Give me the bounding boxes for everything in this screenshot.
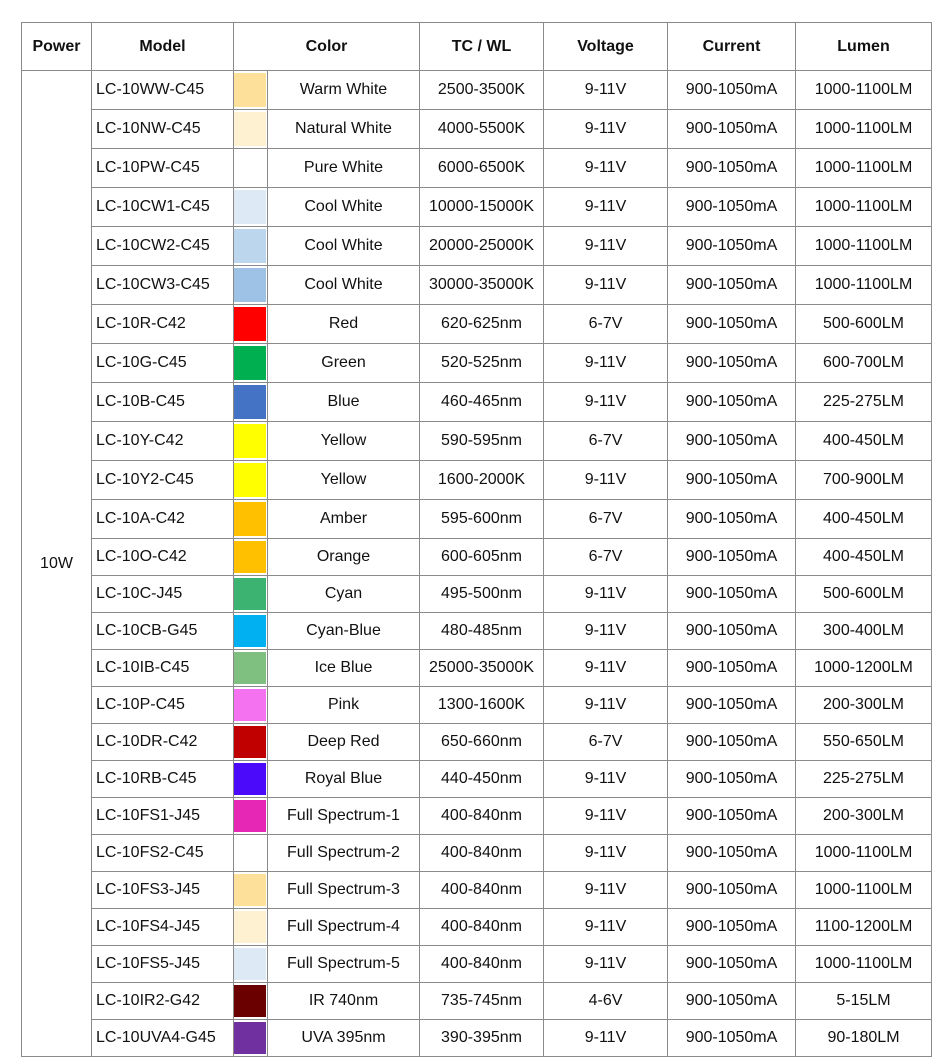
current-cell: 900-1050mA xyxy=(668,227,796,266)
color-swatch xyxy=(234,385,266,419)
model-cell: LC-10DR-C42 xyxy=(92,724,234,761)
table-row xyxy=(22,798,932,835)
tc-wl-cell: 4000-5500K xyxy=(420,110,544,149)
table-row xyxy=(22,422,932,461)
color-swatch-cell xyxy=(234,227,268,266)
lumen-cell: 1000-1200LM xyxy=(796,650,932,687)
voltage-cell: 9-11V xyxy=(544,149,668,188)
table-row xyxy=(22,613,932,650)
color-swatch-cell xyxy=(234,461,268,500)
table-row xyxy=(22,500,932,539)
color-swatch-cell xyxy=(234,1020,268,1057)
color-name-cell: Orange xyxy=(268,539,420,576)
table-row xyxy=(22,724,932,761)
table-row xyxy=(22,687,932,724)
tc-wl-cell: 735-745nm xyxy=(420,983,544,1020)
current-cell: 900-1050mA xyxy=(668,576,796,613)
color-swatch-cell xyxy=(234,835,268,872)
tc-wl-cell: 10000-15000K xyxy=(420,188,544,227)
model-cell: LC-10P-C45 xyxy=(92,687,234,724)
current-cell: 900-1050mA xyxy=(668,613,796,650)
voltage-cell: 6-7V xyxy=(544,539,668,576)
lumen-cell: 1000-1100LM xyxy=(796,188,932,227)
header-voltage: Voltage xyxy=(544,23,668,71)
tc-wl-cell: 520-525nm xyxy=(420,344,544,383)
model-cell: LC-10Y2-C45 xyxy=(92,461,234,500)
tc-wl-cell: 1600-2000K xyxy=(420,461,544,500)
model-cell: LC-10Y-C42 xyxy=(92,422,234,461)
voltage-cell: 9-11V xyxy=(544,344,668,383)
lumen-cell: 1000-1100LM xyxy=(796,71,932,110)
table-row xyxy=(22,539,932,576)
model-cell: LC-10IB-C45 xyxy=(92,650,234,687)
current-cell: 900-1050mA xyxy=(668,946,796,983)
lumen-cell: 1000-1100LM xyxy=(796,110,932,149)
table-row xyxy=(22,761,932,798)
model-cell: LC-10FS4-J45 xyxy=(92,909,234,946)
lumen-cell: 200-300LM xyxy=(796,687,932,724)
color-name-cell: Cyan xyxy=(268,576,420,613)
voltage-cell: 9-11V xyxy=(544,383,668,422)
color-swatch xyxy=(234,151,266,185)
lumen-cell: 300-400LM xyxy=(796,613,932,650)
voltage-cell: 9-11V xyxy=(544,110,668,149)
voltage-cell: 9-11V xyxy=(544,461,668,500)
tc-wl-cell: 30000-35000K xyxy=(420,266,544,305)
lumen-cell: 600-700LM xyxy=(796,344,932,383)
current-cell: 900-1050mA xyxy=(668,110,796,149)
lumen-cell: 550-650LM xyxy=(796,724,932,761)
voltage-cell: 9-11V xyxy=(544,650,668,687)
lumen-cell: 1100-1200LM xyxy=(796,909,932,946)
table-row xyxy=(22,110,932,149)
color-name-cell: Natural White xyxy=(268,110,420,149)
color-name-cell: Red xyxy=(268,305,420,344)
color-name-cell: Pure White xyxy=(268,149,420,188)
current-cell: 900-1050mA xyxy=(668,650,796,687)
tc-wl-cell: 6000-6500K xyxy=(420,149,544,188)
current-cell: 900-1050mA xyxy=(668,798,796,835)
model-cell: LC-10CW1-C45 xyxy=(92,188,234,227)
table-row xyxy=(22,149,932,188)
model-cell: LC-10FS5-J45 xyxy=(92,946,234,983)
table-row xyxy=(22,946,932,983)
tc-wl-cell: 590-595nm xyxy=(420,422,544,461)
current-cell: 900-1050mA xyxy=(668,266,796,305)
color-swatch xyxy=(234,652,266,684)
tc-wl-cell: 25000-35000K xyxy=(420,650,544,687)
model-cell: LC-10FS3-J45 xyxy=(92,872,234,909)
model-cell: LC-10CB-G45 xyxy=(92,613,234,650)
table-row xyxy=(22,227,932,266)
voltage-cell: 9-11V xyxy=(544,266,668,305)
color-name-cell: Full Spectrum-5 xyxy=(268,946,420,983)
color-swatch xyxy=(234,874,266,906)
model-cell: LC-10RB-C45 xyxy=(92,761,234,798)
color-swatch xyxy=(234,763,266,795)
model-cell: LC-10CW2-C45 xyxy=(92,227,234,266)
color-name-cell: UVA 395nm xyxy=(268,1020,420,1057)
header-model: Model xyxy=(92,23,234,71)
current-cell: 900-1050mA xyxy=(668,539,796,576)
table-body xyxy=(22,71,932,1057)
color-swatch xyxy=(234,1022,266,1054)
color-swatch xyxy=(234,346,266,380)
color-name-cell: Amber xyxy=(268,500,420,539)
current-cell: 900-1050mA xyxy=(668,383,796,422)
voltage-cell: 9-11V xyxy=(544,946,668,983)
color-swatch xyxy=(234,948,266,980)
lumen-cell: 700-900LM xyxy=(796,461,932,500)
tc-wl-cell: 495-500nm xyxy=(420,576,544,613)
current-cell: 900-1050mA xyxy=(668,1020,796,1057)
color-swatch-cell xyxy=(234,110,268,149)
voltage-cell: 4-6V xyxy=(544,983,668,1020)
table-row xyxy=(22,266,932,305)
lumen-cell: 1000-1100LM xyxy=(796,149,932,188)
color-swatch xyxy=(234,726,266,758)
voltage-cell: 6-7V xyxy=(544,305,668,344)
color-name-cell: Green xyxy=(268,344,420,383)
table-row xyxy=(22,872,932,909)
lumen-cell: 1000-1100LM xyxy=(796,227,932,266)
tc-wl-cell: 400-840nm xyxy=(420,798,544,835)
model-cell: LC-10FS2-C45 xyxy=(92,835,234,872)
color-swatch-cell xyxy=(234,909,268,946)
current-cell: 900-1050mA xyxy=(668,724,796,761)
voltage-cell: 9-11V xyxy=(544,71,668,110)
color-name-cell: Cool White xyxy=(268,266,420,305)
table-row xyxy=(22,909,932,946)
current-cell: 900-1050mA xyxy=(668,983,796,1020)
model-cell: LC-10UVA4-G45 xyxy=(92,1020,234,1057)
model-cell: LC-10A-C42 xyxy=(92,500,234,539)
lumen-cell: 225-275LM xyxy=(796,761,932,798)
model-cell: LC-10PW-C45 xyxy=(92,149,234,188)
color-swatch xyxy=(234,190,266,224)
color-name-cell: Yellow xyxy=(268,461,420,500)
header-lumen: Lumen xyxy=(796,23,932,71)
color-swatch-cell xyxy=(234,687,268,724)
voltage-cell: 9-11V xyxy=(544,687,668,724)
current-cell: 900-1050mA xyxy=(668,909,796,946)
color-swatch xyxy=(234,463,266,497)
color-name-cell: Warm White xyxy=(268,71,420,110)
voltage-cell: 9-11V xyxy=(544,798,668,835)
color-name-cell: IR 740nm xyxy=(268,983,420,1020)
color-swatch-cell xyxy=(234,613,268,650)
color-name-cell: Full Spectrum-1 xyxy=(268,798,420,835)
table-row xyxy=(22,461,932,500)
voltage-cell: 9-11V xyxy=(544,613,668,650)
table-row xyxy=(22,1020,932,1057)
current-cell: 900-1050mA xyxy=(668,422,796,461)
table-row xyxy=(22,650,932,687)
color-name-cell: Ice Blue xyxy=(268,650,420,687)
tc-wl-cell: 650-660nm xyxy=(420,724,544,761)
current-cell: 900-1050mA xyxy=(668,461,796,500)
tc-wl-cell: 460-465nm xyxy=(420,383,544,422)
color-swatch-cell xyxy=(234,500,268,539)
color-swatch-cell xyxy=(234,761,268,798)
color-swatch-cell xyxy=(234,383,268,422)
led-spec-table xyxy=(21,22,932,1057)
color-swatch xyxy=(234,578,266,610)
color-swatch xyxy=(234,229,266,263)
lumen-cell: 400-450LM xyxy=(796,539,932,576)
tc-wl-cell: 390-395nm xyxy=(420,1020,544,1057)
model-cell: LC-10R-C42 xyxy=(92,305,234,344)
header-color: Color xyxy=(234,23,420,71)
table-row xyxy=(22,188,932,227)
lumen-cell: 225-275LM xyxy=(796,383,932,422)
tc-wl-cell: 480-485nm xyxy=(420,613,544,650)
model-cell: LC-10C-J45 xyxy=(92,576,234,613)
color-name-cell: Cool White xyxy=(268,188,420,227)
current-cell: 900-1050mA xyxy=(668,835,796,872)
model-cell: LC-10FS1-J45 xyxy=(92,798,234,835)
color-swatch xyxy=(234,268,266,302)
color-swatch xyxy=(234,689,266,721)
color-name-cell: Full Spectrum-3 xyxy=(268,872,420,909)
color-swatch xyxy=(234,911,266,943)
color-swatch-cell xyxy=(234,798,268,835)
color-name-cell: Cyan-Blue xyxy=(268,613,420,650)
color-swatch-cell xyxy=(234,305,268,344)
tc-wl-cell: 1300-1600K xyxy=(420,687,544,724)
model-cell: LC-10B-C45 xyxy=(92,383,234,422)
lumen-cell: 5-15LM xyxy=(796,983,932,1020)
voltage-cell: 6-7V xyxy=(544,724,668,761)
color-swatch-cell xyxy=(234,422,268,461)
current-cell: 900-1050mA xyxy=(668,71,796,110)
model-cell: LC-10NW-C45 xyxy=(92,110,234,149)
tc-wl-cell: 595-600nm xyxy=(420,500,544,539)
color-name-cell: Yellow xyxy=(268,422,420,461)
tc-wl-cell: 400-840nm xyxy=(420,946,544,983)
model-cell: LC-10O-C42 xyxy=(92,539,234,576)
tc-wl-cell: 400-840nm xyxy=(420,835,544,872)
voltage-cell: 9-11V xyxy=(544,909,668,946)
color-swatch xyxy=(234,424,266,458)
tc-wl-cell: 400-840nm xyxy=(420,909,544,946)
tc-wl-cell: 440-450nm xyxy=(420,761,544,798)
lumen-cell: 200-300LM xyxy=(796,798,932,835)
color-name-cell: Cool White xyxy=(268,227,420,266)
color-name-cell: Royal Blue xyxy=(268,761,420,798)
current-cell: 900-1050mA xyxy=(668,687,796,724)
voltage-cell: 9-11V xyxy=(544,761,668,798)
model-cell: LC-10CW3-C45 xyxy=(92,266,234,305)
color-swatch-cell xyxy=(234,872,268,909)
lumen-cell: 1000-1100LM xyxy=(796,946,932,983)
voltage-cell: 6-7V xyxy=(544,500,668,539)
color-swatch-cell xyxy=(234,576,268,613)
voltage-cell: 9-11V xyxy=(544,188,668,227)
color-swatch-cell xyxy=(234,983,268,1020)
current-cell: 900-1050mA xyxy=(668,149,796,188)
table-row xyxy=(22,344,932,383)
color-swatch xyxy=(234,615,266,647)
color-swatch xyxy=(234,502,266,536)
voltage-cell: 9-11V xyxy=(544,576,668,613)
lumen-cell: 1000-1100LM xyxy=(796,835,932,872)
lumen-cell: 1000-1100LM xyxy=(796,872,932,909)
color-swatch-cell xyxy=(234,344,268,383)
color-swatch-cell xyxy=(234,149,268,188)
current-cell: 900-1050mA xyxy=(668,872,796,909)
current-cell: 900-1050mA xyxy=(668,761,796,798)
voltage-cell: 9-11V xyxy=(544,835,668,872)
table-row xyxy=(22,983,932,1020)
model-cell: LC-10G-C45 xyxy=(92,344,234,383)
color-swatch xyxy=(234,800,266,832)
color-swatch-cell xyxy=(234,724,268,761)
header-row xyxy=(22,23,932,71)
voltage-cell: 9-11V xyxy=(544,227,668,266)
header-tc-wl: TC / WL xyxy=(420,23,544,71)
tc-wl-cell: 620-625nm xyxy=(420,305,544,344)
power-cell: 10W xyxy=(22,71,92,1057)
color-swatch xyxy=(234,985,266,1017)
voltage-cell: 9-11V xyxy=(544,1020,668,1057)
color-name-cell: Blue xyxy=(268,383,420,422)
color-name-cell: Full Spectrum-2 xyxy=(268,835,420,872)
color-swatch-cell xyxy=(234,266,268,305)
color-swatch-cell xyxy=(234,71,268,110)
table-row xyxy=(22,383,932,422)
color-name-cell: Pink xyxy=(268,687,420,724)
voltage-cell: 9-11V xyxy=(544,872,668,909)
tc-wl-cell: 20000-25000K xyxy=(420,227,544,266)
lumen-cell: 500-600LM xyxy=(796,305,932,344)
lumen-cell: 90-180LM xyxy=(796,1020,932,1057)
lumen-cell: 500-600LM xyxy=(796,576,932,613)
lumen-cell: 1000-1100LM xyxy=(796,266,932,305)
header-power: Power xyxy=(22,23,92,71)
current-cell: 900-1050mA xyxy=(668,500,796,539)
current-cell: 900-1050mA xyxy=(668,344,796,383)
tc-wl-cell: 600-605nm xyxy=(420,539,544,576)
table-row xyxy=(22,576,932,613)
color-swatch-cell xyxy=(234,946,268,983)
color-swatch xyxy=(234,112,266,146)
current-cell: 900-1050mA xyxy=(668,305,796,344)
header-current: Current xyxy=(668,23,796,71)
color-swatch-cell xyxy=(234,650,268,687)
color-swatch xyxy=(234,541,266,573)
color-name-cell: Deep Red xyxy=(268,724,420,761)
color-swatch-cell xyxy=(234,539,268,576)
color-swatch xyxy=(234,307,266,341)
voltage-cell: 6-7V xyxy=(544,422,668,461)
table-row xyxy=(22,71,932,110)
current-cell: 900-1050mA xyxy=(668,188,796,227)
table-row xyxy=(22,305,932,344)
color-name-cell: Full Spectrum-4 xyxy=(268,909,420,946)
color-swatch xyxy=(234,837,266,869)
model-cell: LC-10IR2-G42 xyxy=(92,983,234,1020)
color-swatch xyxy=(234,73,266,107)
tc-wl-cell: 2500-3500K xyxy=(420,71,544,110)
table-row xyxy=(22,835,932,872)
lumen-cell: 400-450LM xyxy=(796,422,932,461)
color-swatch-cell xyxy=(234,188,268,227)
lumen-cell: 400-450LM xyxy=(796,500,932,539)
tc-wl-cell: 400-840nm xyxy=(420,872,544,909)
model-cell: LC-10WW-C45 xyxy=(92,71,234,110)
